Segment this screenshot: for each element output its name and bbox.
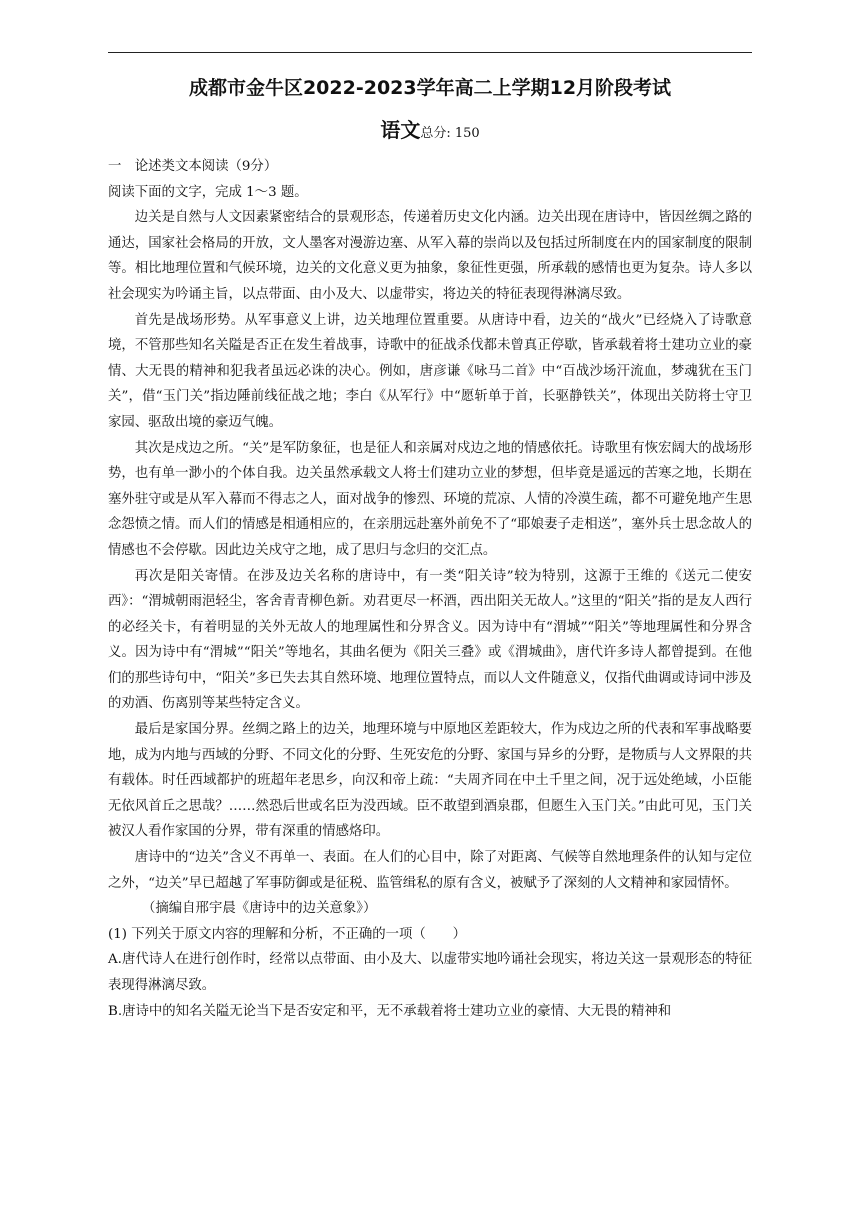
subject-name: 语文 (380, 118, 421, 142)
exam-page (108, 66, 752, 1024)
passage-paragraph-boundary: 最后是家国分界。丝绸之路上的边关，地理环境与中原地区差距较大，作为戍边之所的代表和军事战略要地，成为内地与西域的分野、不同文化的分野、生死安危的分野、家国与异乡的分野，是物质与人文界限的共有载体。时任西域都护的班超年老思乡，向汉和帝上疏：“夫周齐同在中土千里之间，况于远处绝域，小臣能无依风首丘之思哉？……然恐后世或名臣为没西域。臣不敢望到酒泉郡，但愿生入玉门关。”由此可见，玉门关被汉人看作家国的分界，带有深重的情感烙印。 (108, 722, 752, 840)
reading-instruction: 阅读下面的文字，完成 1～3 题。 (108, 184, 308, 200)
passage-paragraph-yangguan: 再次是阳关寄情。在涉及边关名称的唐诗中，有一类“阳关诗”较为特别，这源于王维的《送元二使安西》：“渭城朝雨浥轻尘，客舍青青柳色新。劝君更尽一杯酒，西出阳关无故人。”这里的“阳关”指的是友人西行的必经关卡，有着明显的关外无故人的地理属性和分界含义。因为诗中有“渭城”“阳关”等地理属性和分界含义。因为诗中有“渭城”“阳关”等地名，其曲名便为《阳关三叠》或《渭城曲》，唐代许多诗人都曾提到。在他们的那些诗句中，“阳关”多已失去其自然环境、地理位置特点，而以人文件随意义，仅指代曲调或诗词中涉及的劝酒、伤离别等某些特定含义。 (108, 568, 752, 712)
section-heading: 一 论述类文本阅读（9分） (108, 159, 278, 174)
passage-paragraph-battlefield: 首先是战场形势。从军事意义上讲，边关地理位置重要。从唐诗中看，边关的“战火”已经烧入了诗歌意境，不管那些知名关隘是否正在发生着战事，诗歌中的征战杀伐都未曾真正停歇，皆承载着将士建功立业的豪情、大无畏的精神和犯我者虽远必诛的决心。例如，唐彦谦《咏马二首》中“百战沙场汗流血，梦魂犹在玉门关”，借“玉门关”指边陲前线征战之地；李白《从军行》中“愿斩单于首，长驱静铁关”，体现出关防将士守卫家园、驱敌出境的豪迈气魄。 (108, 312, 752, 430)
question-option-a: A.唐代诗人在进行创作时，经常以点带面、由小及大、以虚带实地吟诵社会现实，将边关这一景观形态的特征表现得淋漓尽致。 (108, 952, 752, 993)
passage-paragraph-conclusion: 唐诗中的“边关”含义不再单一、表面。在人们的心目中，除了对距离、气候等自然地理条件的认知与定位之外，“边关”早已超越了军事防御或是征税、监管缉私的原有含义，被赋予了深刻的人文精神和家园情怀。 (108, 850, 752, 891)
exam-subtitle (108, 110, 752, 154)
passage-paragraph-intro: 边关是自然与人文因素紧密结合的景观形态，传递着历史文化内涵。边关出现在唐诗中，皆因丝绸之路的通达，国家社会格局的开放，文人墨客对漫游边塞、从军入幕的崇尚以及包括过所制度在内的国家制度的限制等。相比地理位置和气候环境，边关的文化意义更为抽象，象征性更强，所承载的感情也更为复杂。诗人多以社会现实为吟诵主旨，以点带面、由小及大、以虚带实，将边关的特征表现得淋漓尽致。 (108, 210, 752, 302)
passage-source: （摘编自邢宇晨《唐诗中的边关意象》） (142, 901, 377, 917)
header-rule (108, 52, 752, 53)
question-option-b: B.唐诗中的知名关隘无论当下是否安定和平，无不承载着将士建功立业的豪情、大无畏的精神和 (108, 1003, 672, 1019)
total-score: 总分: 150 (420, 126, 480, 141)
question-stem: (1) 下列关于原文内容的理解和分析，不正确的一项（ ） (108, 926, 466, 942)
passage-paragraph-garrison: 其次是戍边之所。“关”是军防象征，也是征人和亲属对戍边之地的情感依托。诗歌里有恢宏阔大的战场形势，也有单一渺小的个体自我。边关虽然承载文人将士们建功立业的梦想，但毕竟是遥远的苦寒之地，长期在塞外驻守或是从军入幕而不得志之人，面对战争的惨烈、环境的荒凉、人情的冷漠生疏，都不可避免地产生思念怨愤之情。而人们的情感是相通相应的，在亲朋远赴塞外前免不了“耶娘妻子走相送”，塞外兵士思念故人的情感也不会停歇。因此边关戍守之地，成了思归与念归的交汇点。 (108, 440, 752, 558)
exam-title: 成都市金牛区2022-2023学年高二上学期12月阶段考试 (188, 77, 672, 99)
